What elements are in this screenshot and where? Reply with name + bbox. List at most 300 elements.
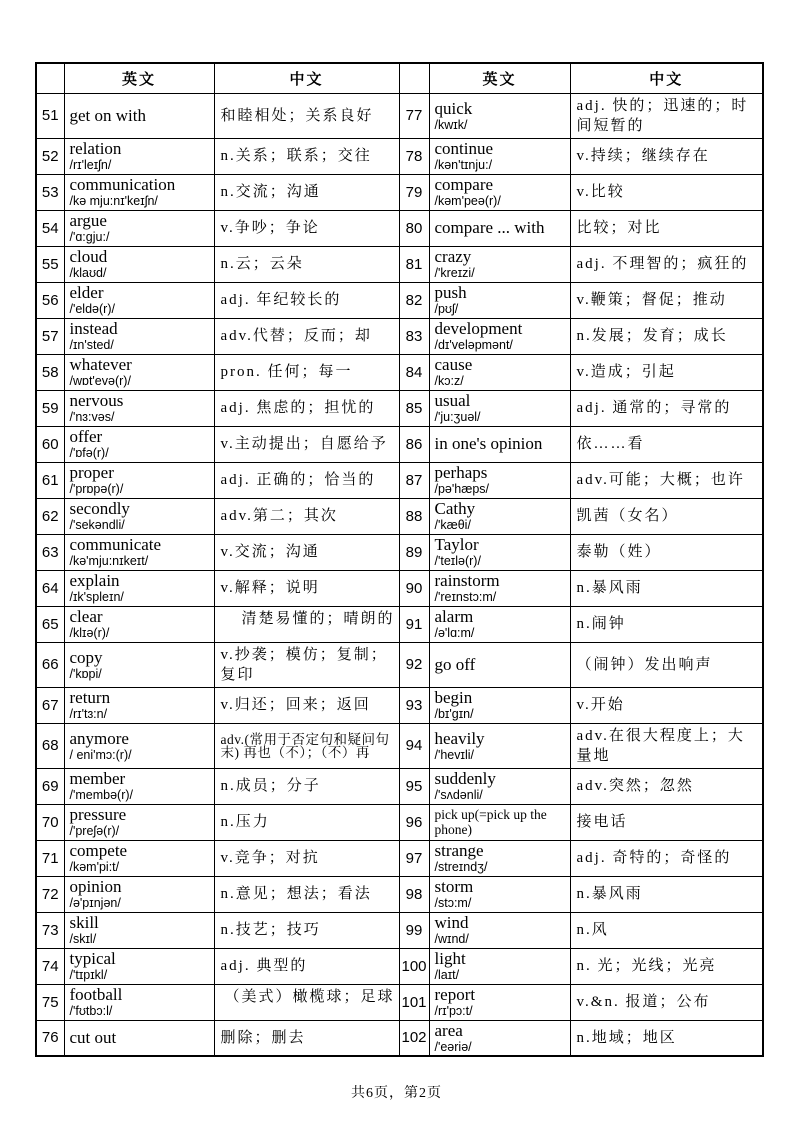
chinese-meaning: n.成员；分子 bbox=[220, 778, 321, 794]
english-cell bbox=[64, 246, 214, 282]
chinese-cell bbox=[570, 498, 763, 534]
chinese-cell bbox=[570, 426, 763, 462]
chinese-cell bbox=[570, 354, 763, 390]
english-word: secondly bbox=[69, 499, 130, 518]
chinese-cell bbox=[570, 723, 763, 768]
row-number-cell: 82 bbox=[399, 282, 429, 318]
english-word: suddenly bbox=[434, 769, 496, 788]
phonetic-transcription: /'membə(r)/ bbox=[69, 788, 134, 802]
english-cell bbox=[429, 318, 570, 354]
chinese-cell bbox=[214, 840, 399, 876]
english-cell bbox=[429, 876, 570, 912]
chinese-cell bbox=[570, 876, 763, 912]
row-number-cell: 73 bbox=[36, 912, 64, 948]
row-number-cell: 79 bbox=[399, 174, 429, 210]
english-word: rainstorm bbox=[434, 571, 500, 590]
english-word: copy bbox=[69, 647, 103, 667]
english-cell bbox=[429, 426, 570, 462]
row-number-cell: 71 bbox=[36, 840, 64, 876]
chinese-meaning: v.持续；继续存在 bbox=[576, 148, 710, 164]
row-number-cell: 69 bbox=[36, 768, 64, 804]
table-row bbox=[36, 804, 763, 840]
phonetic-transcription: /ɪn'sted/ bbox=[69, 338, 114, 352]
chinese-meaning: （闹钟）发出响声 bbox=[576, 656, 713, 673]
table-row bbox=[36, 462, 763, 498]
phonetic-transcription: /ə'lɑ:m/ bbox=[434, 626, 475, 640]
chinese-meaning: n.暴风雨 bbox=[576, 886, 643, 902]
english-word: light bbox=[434, 949, 466, 968]
chinese-cell bbox=[214, 570, 399, 606]
phonetic-transcription: /rɪ'tɜ:n/ bbox=[69, 707, 108, 721]
table-row bbox=[36, 93, 763, 138]
english-word: pressure bbox=[69, 805, 127, 824]
english-word: nervous bbox=[69, 391, 124, 410]
chinese-meaning: adj. 年纪较长的 bbox=[220, 292, 342, 308]
table-row bbox=[36, 876, 763, 912]
phonetic-transcription: /'kreɪzi/ bbox=[434, 266, 475, 280]
chinese-meaning: n. 光；光线；光亮 bbox=[576, 958, 717, 974]
chinese-meaning: adj. 典型的 bbox=[220, 958, 308, 974]
chinese-cell bbox=[214, 876, 399, 912]
chinese-cell bbox=[214, 804, 399, 840]
english-cell bbox=[64, 723, 214, 768]
table-row bbox=[36, 426, 763, 462]
english-word: wind bbox=[434, 913, 469, 932]
chinese-cell bbox=[570, 282, 763, 318]
chinese-cell bbox=[214, 534, 399, 570]
table-row bbox=[36, 354, 763, 390]
english-cell bbox=[64, 687, 214, 723]
row-number-cell: 55 bbox=[36, 246, 64, 282]
table-row bbox=[36, 948, 763, 984]
phonetic-transcription: /klɪə(r)/ bbox=[69, 626, 110, 640]
phonetic-transcription: /kəm'pi:t/ bbox=[69, 860, 120, 874]
english-cell bbox=[429, 984, 570, 1020]
english-word: compete bbox=[69, 841, 128, 860]
chinese-cell bbox=[214, 606, 399, 642]
phonetic-transcription: /'nɜ:vəs/ bbox=[69, 410, 115, 424]
row-number-cell: 59 bbox=[36, 390, 64, 426]
row-number-cell: 86 bbox=[399, 426, 429, 462]
english-word: football bbox=[69, 985, 123, 1004]
phonetic-transcription: /'kæθi/ bbox=[434, 518, 471, 532]
english-cell bbox=[429, 498, 570, 534]
chinese-cell bbox=[214, 498, 399, 534]
chinese-cell bbox=[214, 93, 399, 138]
english-word: alarm bbox=[434, 607, 474, 626]
chinese-meaning: 接电话 bbox=[576, 814, 628, 830]
phonetic-transcription: /ɪk'spleɪn/ bbox=[69, 590, 124, 604]
phonetic-transcription: /'eldə(r)/ bbox=[69, 302, 115, 316]
english-word: relation bbox=[69, 139, 122, 158]
chinese-cell bbox=[214, 948, 399, 984]
english-cell bbox=[429, 642, 570, 687]
row-number-cell: 53 bbox=[36, 174, 64, 210]
chinese-meaning: （美式）橄榄球；足球 bbox=[224, 988, 395, 1005]
phonetic-transcription: /'hevɪli/ bbox=[434, 747, 474, 762]
english-cell bbox=[64, 606, 214, 642]
row-number-cell: 78 bbox=[399, 138, 429, 174]
english-cell bbox=[64, 768, 214, 804]
chinese-meaning: v.造成；引起 bbox=[576, 364, 676, 380]
phonetic-transcription: /stɔ:m/ bbox=[434, 896, 472, 910]
english-word: cloud bbox=[69, 247, 108, 266]
phonetic-transcription: /'ju:ʒuəl/ bbox=[434, 410, 481, 424]
english-cell bbox=[429, 462, 570, 498]
english-word: continue bbox=[434, 139, 494, 158]
english-cell bbox=[64, 498, 214, 534]
row-number-cell: 101 bbox=[399, 984, 429, 1020]
row-number-cell: 96 bbox=[399, 804, 429, 840]
chinese-cell bbox=[570, 534, 763, 570]
english-word: in one's opinion bbox=[434, 434, 543, 453]
row-number-cell: 93 bbox=[399, 687, 429, 723]
english-word: member bbox=[69, 769, 126, 788]
chinese-meaning: 依……看 bbox=[576, 436, 645, 452]
chinese-meaning: v.解释；说明 bbox=[220, 580, 320, 596]
chinese-cell bbox=[570, 570, 763, 606]
row-number-cell: 85 bbox=[399, 390, 429, 426]
phonetic-transcription: /klaʊd/ bbox=[69, 266, 107, 280]
phonetic-transcription: /'reɪnstɔ:m/ bbox=[434, 590, 497, 604]
phonetic-transcription: /streɪndʒ/ bbox=[434, 860, 488, 874]
table-row bbox=[36, 984, 763, 1020]
english-cell bbox=[64, 282, 214, 318]
english-word: get on with bbox=[69, 105, 146, 125]
english-word: instead bbox=[69, 319, 118, 338]
chinese-cell bbox=[570, 840, 763, 876]
chinese-meaning: adj. 不理智的；疯狂的 bbox=[576, 256, 749, 272]
english-cell bbox=[64, 948, 214, 984]
table-row bbox=[36, 138, 763, 174]
english-word: anymore bbox=[69, 728, 129, 748]
english-word: cut out bbox=[69, 1027, 117, 1047]
english-word: cause bbox=[434, 355, 473, 374]
phonetic-transcription: /'ɑ:gju:/ bbox=[69, 230, 110, 244]
chinese-cell bbox=[214, 723, 399, 768]
row-number-cell: 64 bbox=[36, 570, 64, 606]
chinese-meaning: pron. 任何；每一 bbox=[220, 364, 353, 380]
phonetic-transcription: /wɒt'evə(r)/ bbox=[69, 374, 131, 388]
chinese-meaning: adj. 奇特的；奇怪的 bbox=[576, 850, 732, 866]
chinese-cell bbox=[214, 246, 399, 282]
english-cell bbox=[429, 354, 570, 390]
row-number-cell: 100 bbox=[399, 948, 429, 984]
phonetic-transcription: /kwɪk/ bbox=[434, 117, 468, 132]
english-cell bbox=[64, 840, 214, 876]
row-number-cell: 99 bbox=[399, 912, 429, 948]
phonetic-transcription: /'teɪlə(r)/ bbox=[434, 554, 481, 568]
phonetic-transcription: /'tɪpɪkl/ bbox=[69, 968, 108, 982]
english-word: begin bbox=[434, 688, 473, 707]
english-word: perhaps bbox=[434, 463, 488, 482]
phonetic-transcription: / eni'mɔ:(r)/ bbox=[69, 747, 132, 762]
english-word: proper bbox=[69, 463, 114, 482]
phonetic-transcription: /kɔ:z/ bbox=[434, 374, 464, 388]
english-cell bbox=[64, 93, 214, 138]
phonetic-transcription: /kə'mju:nɪkeɪt/ bbox=[69, 554, 149, 568]
chinese-meaning: n.关系；联系；交往 bbox=[220, 148, 372, 164]
row-number-cell: 61 bbox=[36, 462, 64, 498]
english-cell bbox=[429, 687, 570, 723]
english-cell bbox=[429, 768, 570, 804]
english-cell bbox=[429, 138, 570, 174]
chinese-meaning: v.归还；回来；返回 bbox=[220, 697, 371, 713]
row-number-cell: 62 bbox=[36, 498, 64, 534]
english-cell bbox=[429, 948, 570, 984]
row-number-cell: 76 bbox=[36, 1020, 64, 1056]
english-word: development bbox=[434, 319, 523, 338]
phonetic-transcription: /'ɒfə(r)/ bbox=[69, 446, 109, 460]
english-word: clear bbox=[69, 607, 103, 626]
chinese-cell bbox=[214, 1020, 399, 1056]
english-cell bbox=[429, 93, 570, 138]
chinese-cell bbox=[214, 642, 399, 687]
chinese-cell bbox=[570, 1020, 763, 1056]
english-word: typical bbox=[69, 949, 116, 968]
english-word: quick bbox=[434, 98, 473, 118]
chinese-meaning: adv.代替；反而；却 bbox=[220, 328, 372, 344]
phonetic-transcription: /bɪ'gɪn/ bbox=[434, 707, 474, 721]
chinese-meaning: v.&n. 报道；公布 bbox=[576, 994, 711, 1010]
chinese-meaning: n.意见；想法；看法 bbox=[220, 886, 372, 902]
chinese-cell bbox=[214, 426, 399, 462]
english-cell bbox=[64, 912, 214, 948]
chinese-cell bbox=[570, 246, 763, 282]
table-row bbox=[36, 570, 763, 606]
english-cell bbox=[429, 912, 570, 948]
chinese-cell bbox=[570, 642, 763, 687]
table-row bbox=[36, 912, 763, 948]
chinese-cell bbox=[570, 174, 763, 210]
english-word: report bbox=[434, 985, 476, 1004]
english-cell bbox=[64, 174, 214, 210]
row-number-cell: 98 bbox=[399, 876, 429, 912]
row-number-cell: 97 bbox=[399, 840, 429, 876]
chinese-meaning: adv.(常用于否定句和疑问句末) 再也（不）；（不）再 bbox=[220, 731, 390, 760]
chinese-meaning: 和睦相处；关系良好 bbox=[220, 107, 374, 124]
chinese-meaning: adj. 焦虑的；担忧的 bbox=[220, 400, 376, 416]
chinese-cell bbox=[570, 390, 763, 426]
phonetic-transcription: /'sʌdənli/ bbox=[434, 788, 483, 802]
english-word: compare bbox=[434, 175, 494, 194]
english-word: offer bbox=[69, 427, 103, 446]
row-number-cell: 54 bbox=[36, 210, 64, 246]
row-number-cell: 51 bbox=[36, 93, 64, 138]
english-word: whatever bbox=[69, 355, 132, 374]
english-cell bbox=[429, 570, 570, 606]
chinese-cell bbox=[214, 768, 399, 804]
row-number-cell: 102 bbox=[399, 1020, 429, 1056]
phonetic-transcription: /skɪl/ bbox=[69, 932, 97, 946]
chinese-meaning: n.技艺；技巧 bbox=[220, 922, 321, 938]
row-number-cell: 70 bbox=[36, 804, 64, 840]
english-cell bbox=[64, 1020, 214, 1056]
chinese-cell bbox=[570, 948, 763, 984]
chinese-meaning: n.风 bbox=[576, 922, 609, 938]
chinese-meaning: adv.在很大程度上；大量地 bbox=[576, 727, 745, 764]
chinese-meaning: 泰勒（姓） bbox=[576, 544, 662, 560]
row-number-cell: 60 bbox=[36, 426, 64, 462]
chinese-meaning: v.抄袭；模仿；复制；复印 bbox=[220, 646, 388, 683]
table-row bbox=[36, 318, 763, 354]
chinese-meaning: adj. 快的；迅速的；时间短暂的 bbox=[576, 97, 749, 134]
chinese-cell bbox=[214, 318, 399, 354]
english-word: communicate bbox=[69, 535, 162, 554]
english-word: skill bbox=[69, 913, 99, 932]
chinese-meaning: v.比较 bbox=[576, 184, 625, 200]
english-cell bbox=[429, 534, 570, 570]
chinese-meaning: adv.可能；大概；也许 bbox=[576, 472, 745, 488]
row-number-cell: 80 bbox=[399, 210, 429, 246]
chinese-meaning: v.鞭策；督促；推动 bbox=[576, 292, 727, 308]
row-number-cell: 67 bbox=[36, 687, 64, 723]
row-number-cell: 87 bbox=[399, 462, 429, 498]
table-row bbox=[36, 282, 763, 318]
phonetic-transcription: /dɪ'veləpmənt/ bbox=[434, 338, 513, 352]
english-word: push bbox=[434, 283, 467, 302]
english-word: argue bbox=[69, 211, 107, 230]
chinese-cell bbox=[570, 804, 763, 840]
table-row bbox=[36, 642, 763, 687]
row-number-cell: 74 bbox=[36, 948, 64, 984]
chinese-meaning: v.争吵；争论 bbox=[220, 220, 320, 236]
chinese-cell bbox=[214, 354, 399, 390]
row-number-cell: 81 bbox=[399, 246, 429, 282]
phonetic-transcription: /ə'pɪnjən/ bbox=[69, 896, 121, 910]
chinese-cell bbox=[214, 687, 399, 723]
row-number-cell: 68 bbox=[36, 723, 64, 768]
row-number-cell: 90 bbox=[399, 570, 429, 606]
number-column-header-right bbox=[399, 63, 429, 93]
chinese-cell bbox=[570, 462, 763, 498]
row-number-cell: 84 bbox=[399, 354, 429, 390]
row-number-cell: 91 bbox=[399, 606, 429, 642]
table-row bbox=[36, 174, 763, 210]
chinese-cell bbox=[570, 912, 763, 948]
phonetic-transcription: /'fʊtbɔ:l/ bbox=[69, 1004, 113, 1018]
phonetic-transcription: /kən'tɪnju:/ bbox=[434, 158, 493, 172]
phonetic-transcription: /pə'hæps/ bbox=[434, 482, 490, 496]
english-cell bbox=[64, 210, 214, 246]
english-word: compare ... with bbox=[434, 218, 545, 237]
english-word: return bbox=[69, 688, 111, 707]
phonetic-transcription: /rɪ'leɪʃn/ bbox=[69, 158, 112, 172]
row-number-cell: 56 bbox=[36, 282, 64, 318]
table-row bbox=[36, 768, 763, 804]
english-cell bbox=[429, 174, 570, 210]
english-word: Cathy bbox=[434, 499, 476, 518]
chinese-cell bbox=[570, 138, 763, 174]
row-number-cell: 75 bbox=[36, 984, 64, 1020]
english-cell bbox=[64, 804, 214, 840]
row-number-cell: 89 bbox=[399, 534, 429, 570]
english-word: strange bbox=[434, 841, 484, 860]
chinese-meaning: n.闹钟 bbox=[576, 616, 626, 632]
chinese-column-header-left: 中文 bbox=[214, 63, 399, 93]
chinese-meaning: adv.突然；忽然 bbox=[576, 778, 694, 794]
chinese-cell bbox=[570, 687, 763, 723]
phonetic-transcription: /rɪ'pɔ:t/ bbox=[434, 1004, 473, 1018]
chinese-cell bbox=[570, 768, 763, 804]
english-cell bbox=[64, 642, 214, 687]
chinese-meaning: v.竞争；对抗 bbox=[220, 850, 320, 866]
english-cell bbox=[429, 723, 570, 768]
english-cell bbox=[64, 876, 214, 912]
chinese-meaning: 删除；删去 bbox=[220, 1029, 306, 1046]
chinese-cell bbox=[570, 93, 763, 138]
row-number-cell: 65 bbox=[36, 606, 64, 642]
phonetic-transcription: /kə mju:nɪ'keɪʃn/ bbox=[69, 194, 158, 208]
english-cell bbox=[429, 1020, 570, 1056]
chinese-meaning: adj. 通常的；寻常的 bbox=[576, 400, 732, 416]
table-row bbox=[36, 606, 763, 642]
english-word: area bbox=[434, 1020, 463, 1040]
chinese-cell bbox=[570, 318, 763, 354]
english-cell bbox=[429, 606, 570, 642]
english-cell bbox=[64, 984, 214, 1020]
chinese-cell bbox=[214, 912, 399, 948]
english-cell bbox=[64, 534, 214, 570]
table-row bbox=[36, 210, 763, 246]
chinese-meaning: adv.第二；其次 bbox=[220, 508, 338, 524]
phonetic-transcription: /'prɒpə(r)/ bbox=[69, 482, 124, 496]
phonetic-transcription: /kəm'peə(r)/ bbox=[434, 194, 501, 208]
row-number-cell: 52 bbox=[36, 138, 64, 174]
page-footer: 共6页，第2页 bbox=[351, 1086, 442, 1101]
english-cell bbox=[429, 210, 570, 246]
row-number-cell: 58 bbox=[36, 354, 64, 390]
english-cell bbox=[429, 390, 570, 426]
table-row bbox=[36, 246, 763, 282]
chinese-meaning: n.交流；沟通 bbox=[220, 184, 321, 200]
chinese-meaning: n.暴风雨 bbox=[576, 580, 643, 596]
english-cell bbox=[64, 426, 214, 462]
table-row bbox=[36, 840, 763, 876]
phonetic-transcription: /pʊʃ/ bbox=[434, 302, 459, 316]
english-cell bbox=[64, 570, 214, 606]
number-column-header-left bbox=[36, 63, 64, 93]
row-number-cell: 63 bbox=[36, 534, 64, 570]
english-cell bbox=[64, 318, 214, 354]
row-number-cell: 72 bbox=[36, 876, 64, 912]
english-word: communication bbox=[69, 175, 176, 194]
phonetic-transcription: /laɪt/ bbox=[434, 968, 460, 982]
chinese-meaning: adj. 正确的；恰当的 bbox=[220, 472, 376, 488]
chinese-cell bbox=[214, 174, 399, 210]
chinese-cell bbox=[570, 210, 763, 246]
english-word: Taylor bbox=[434, 535, 479, 554]
english-cell bbox=[64, 354, 214, 390]
chinese-meaning: 清楚易懂的；晴朗的 bbox=[241, 610, 395, 627]
chinese-meaning: v.主动提出；自愿给予 bbox=[220, 436, 388, 452]
english-cell bbox=[64, 390, 214, 426]
english-word: crazy bbox=[434, 247, 472, 266]
english-cell bbox=[429, 246, 570, 282]
table-row bbox=[36, 723, 763, 768]
chinese-meaning: 比较；对比 bbox=[576, 220, 662, 236]
phonetic-transcription: /'sekəndli/ bbox=[69, 518, 125, 532]
english-cell bbox=[429, 804, 570, 840]
table-row bbox=[36, 390, 763, 426]
english-cell bbox=[64, 462, 214, 498]
table-row bbox=[36, 687, 763, 723]
phonetic-transcription: /wɪnd/ bbox=[434, 932, 469, 946]
row-number-cell: 57 bbox=[36, 318, 64, 354]
phonetic-transcription: /'eəriə/ bbox=[434, 1039, 472, 1054]
chinese-meaning: v.交流；沟通 bbox=[220, 544, 320, 560]
row-number-cell: 83 bbox=[399, 318, 429, 354]
